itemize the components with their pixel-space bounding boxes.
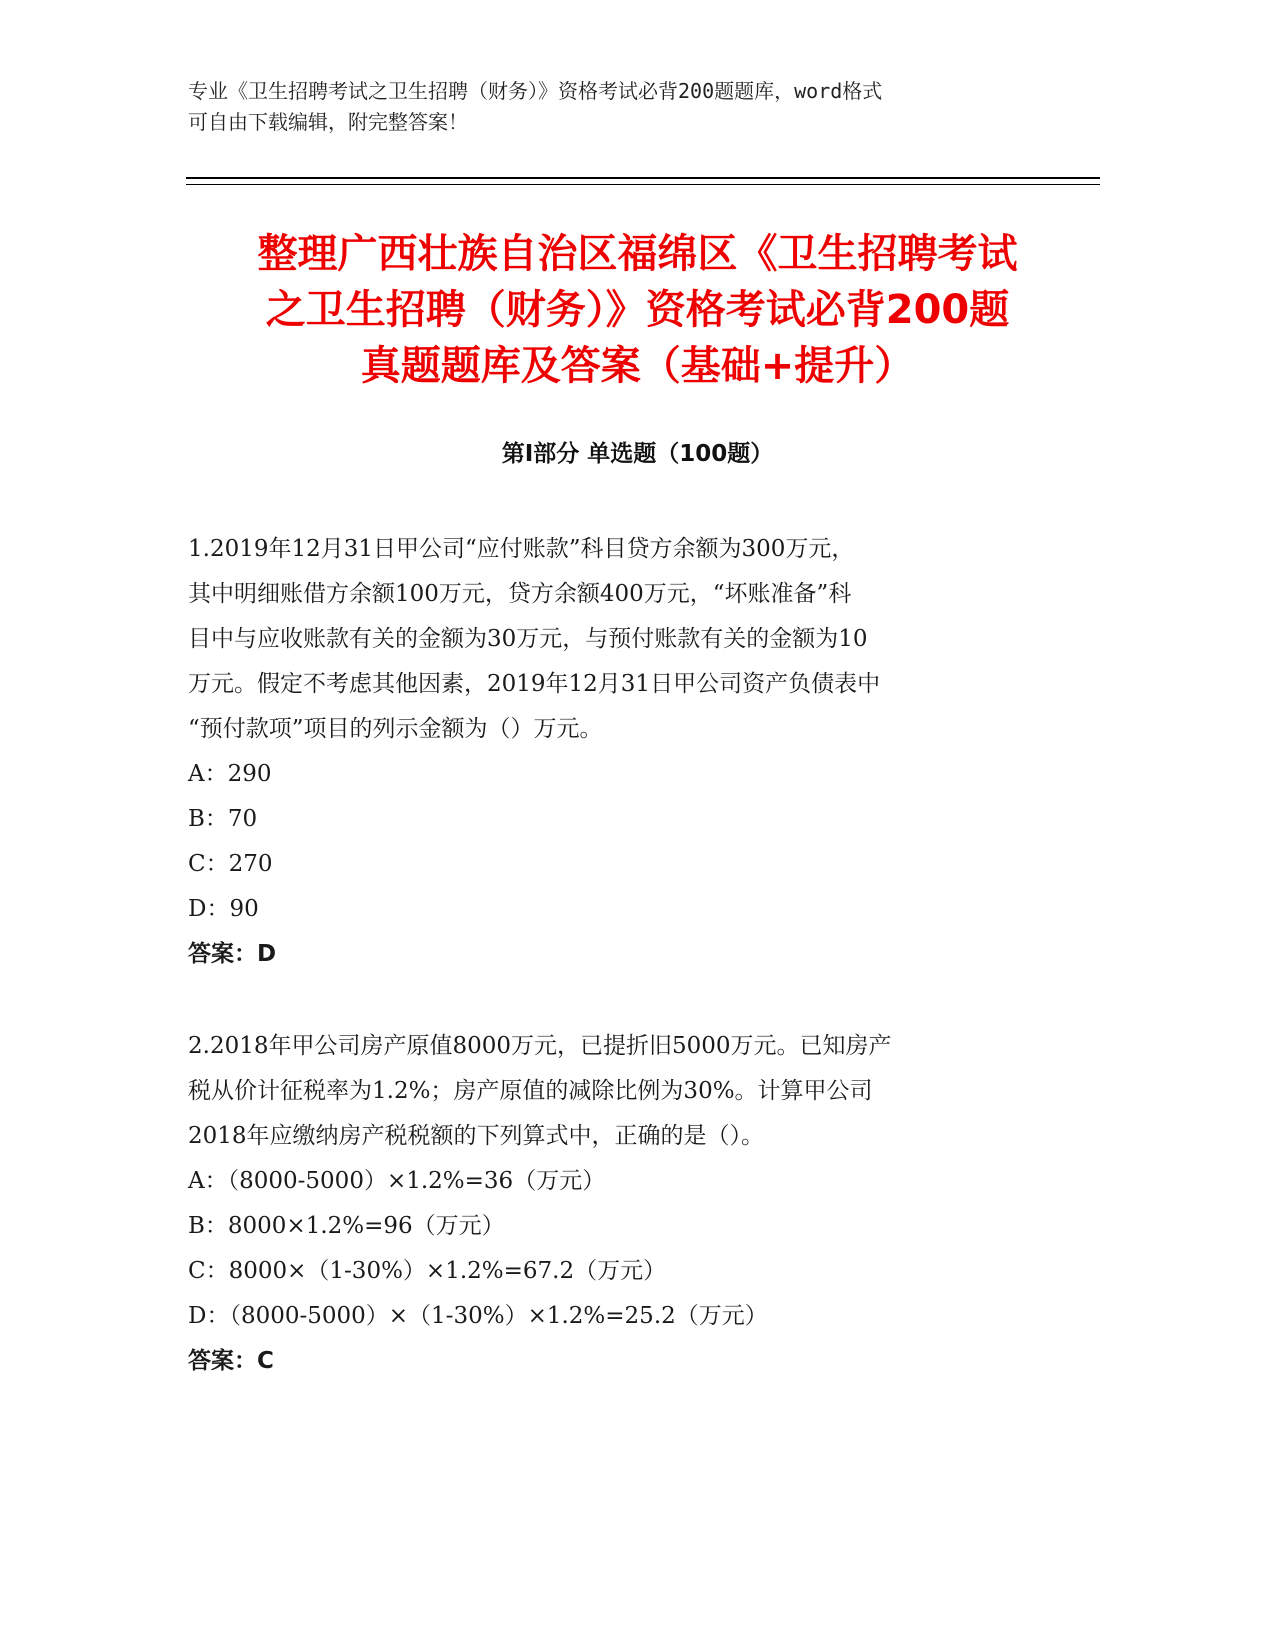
- header-note-line: 可自由下载编辑，附完整答案！: [188, 110, 468, 134]
- title-line: 真题题库及答案（基础+提升）: [360, 343, 915, 389]
- option-d: D：90: [188, 896, 259, 922]
- stem-line: 税从价计征税率为1.2%；房产原值的减除比例为30%。计算甲公司: [188, 1078, 873, 1104]
- stem-line: 2018年应缴纳房产税税额的下列算式中，正确的是（）。: [188, 1123, 765, 1149]
- stem-line: 其中明细账借方余额100万元，贷方余额400万元，“坏账准备”科: [188, 581, 852, 607]
- option-a: A：290: [188, 761, 272, 787]
- stem-line: 2.2018年甲公司房产原值8000万元，已提折旧5000万元。已知房产: [188, 1033, 892, 1059]
- document-title: [150, 226, 1125, 394]
- option-c: C：270: [188, 851, 273, 877]
- title-line: 之卫生招聘（财务）》资格考试必背200题: [265, 287, 1010, 333]
- option-b: B：70: [188, 806, 258, 832]
- answer: 答案：D: [188, 941, 277, 967]
- title-line: 整理广西壮族自治区福绵区《卫生招聘考试: [257, 231, 1018, 277]
- header-divider-thick: [186, 177, 1100, 179]
- question-1: [188, 527, 1088, 977]
- option-a: A：（8000-5000）×1.2%=36（万元）: [188, 1168, 606, 1194]
- header-note: [188, 76, 1088, 138]
- option-d: D：（8000-5000）×（1-30%）×1.2%=25.2（万元）: [188, 1303, 768, 1329]
- option-b: B：8000×1.2%=96（万元）: [188, 1213, 505, 1239]
- answer: 答案：C: [188, 1348, 274, 1374]
- question-stem: [188, 527, 1088, 752]
- stem-line: 万元。假定不考虑其他因素，2019年12月31日甲公司资产负债表中: [188, 671, 881, 697]
- question-2: [188, 1024, 1088, 1384]
- header-divider-thin: [186, 184, 1100, 185]
- stem-line: 1.2019年12月31日甲公司“应付账款”科目贷方余额为300万元，: [188, 536, 855, 562]
- section-heading: 第I部分 单选题（100题）: [501, 441, 774, 467]
- stem-line: “预付款项”项目的列示金额为（）万元。: [188, 716, 603, 742]
- header-note-line: 专业《卫生招聘考试之卫生招聘（财务）》资格考试必背200题题库，word格式: [188, 79, 883, 103]
- stem-line: 目中与应收账款有关的金额为30万元，与预付账款有关的金额为10: [188, 626, 868, 652]
- option-c: C：8000×（1-30%）×1.2%=67.2（万元）: [188, 1258, 667, 1284]
- question-stem: [188, 1024, 1088, 1159]
